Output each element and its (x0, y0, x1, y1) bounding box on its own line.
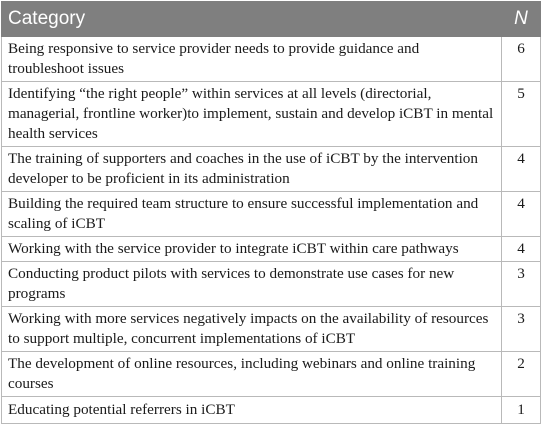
category-cell: Being responsive to service provider needs to provide guidance and troubleshoot issues (2, 37, 502, 82)
n-cell: 3 (502, 307, 541, 352)
n-cell: 2 (502, 352, 541, 397)
category-cell: Conducting product pilots with services to demonstrate use cases for new programs (2, 262, 502, 307)
n-column-header: N (502, 2, 541, 37)
category-cell: Identifying “the right people” within services at all levels (directorial, managerial, frontline worker)to implement, sustain and develop iCBT in mental health services (2, 82, 502, 147)
table-row (2, 82, 541, 147)
category-column-header: Category (2, 2, 502, 37)
category-cell: Building the required team structure to ensure successful implementation and scaling of iCBT (2, 192, 502, 237)
n-cell: 5 (502, 82, 541, 147)
table-row (2, 307, 541, 352)
category-cell: The development of online resources, including webinars and online training courses (2, 352, 502, 397)
category-cell: The training of supporters and coaches in the use of iCBT by the intervention developer to be proficient in its administration (2, 147, 502, 192)
category-cell: Working with more services negatively impacts on the availability of resources to support multiple, concurrent implementations of iCBT (2, 307, 502, 352)
table-row (2, 237, 541, 262)
category-cell: Working with the service provider to integrate iCBT within care pathways (2, 237, 502, 262)
n-cell: 4 (502, 237, 541, 262)
table-row (2, 147, 541, 192)
table-row (2, 37, 541, 82)
n-cell: 4 (502, 147, 541, 192)
table-row (2, 352, 541, 397)
table-row (2, 192, 541, 237)
table-row (2, 262, 541, 307)
header-row (2, 2, 541, 37)
category-table (1, 1, 541, 424)
n-cell: 1 (502, 397, 541, 424)
n-cell: 3 (502, 262, 541, 307)
category-cell: Educating potential referrers in iCBT (2, 397, 502, 424)
table-row (2, 397, 541, 424)
n-cell: 4 (502, 192, 541, 237)
n-cell: 6 (502, 37, 541, 82)
